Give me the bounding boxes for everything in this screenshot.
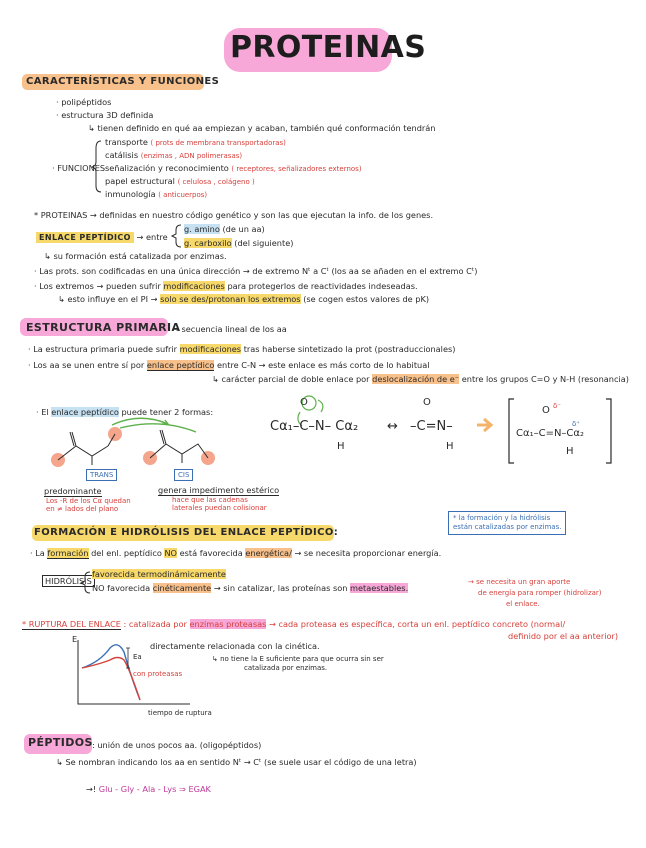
resonance-o-2: O — [423, 397, 431, 408]
cis-note-1: hace que las cadenas — [172, 496, 248, 504]
trans-note-2: en ≠ lados del plano — [46, 505, 119, 513]
resonance-arrow: ↔ — [387, 419, 398, 434]
hidrolisis-note-1: → se necesita un gran aporte — [468, 578, 571, 586]
resonance-h-1: H — [337, 441, 345, 452]
delta-minus: δ⁻ — [553, 402, 561, 410]
graph-x-label: tiempo de ruptura — [148, 709, 212, 717]
enlace-amino: g. amino (de un aa) — [184, 224, 265, 234]
peptidos-definition: : unión de unos pocos aa. (oligopéptidos) — [92, 740, 262, 750]
peptido-example: →! Glu - Gly - Ala - Lys ⇒ EGAK — [86, 784, 211, 794]
delta-plus: δ⁺ — [572, 420, 580, 428]
bracket-right — [606, 399, 611, 463]
section-heading-formacion: FORMACIÓN E HIDRÓLISIS DEL ENLACE PEPTÍDICO: — [34, 527, 339, 538]
enlace-catalizada-note: ↳ su formación está catalizada por enzimas. — [44, 251, 227, 261]
bullet-codificadas: · Las prots. son codificadas en una única dirección → de extremo Nᵗ a Cᵗ (los aa se añaden en el extremo Cᵗ) — [34, 266, 478, 276]
funcion-inmunologia: inmunología ( anticuerpos) — [105, 189, 208, 199]
graph-note-2: ↳ no tiene la E suficiente para que ocurra sin ser — [212, 655, 384, 663]
funcion-catalisis: catálisis (enzimas , ADN polimerasas) — [105, 150, 243, 160]
cis-caption: genera impedimento estérico — [158, 485, 280, 495]
enlace-brace — [172, 225, 181, 247]
cis-label: CIS — [174, 471, 193, 480]
enzimas-box-note: * la formación y la hidrólisis están catalizadas por enzimas. — [448, 511, 566, 535]
graph-proteasas-label: con proteasas — [133, 670, 183, 678]
trans-caption: predominante — [44, 486, 102, 496]
funciones-label: · FUNCIONES — [52, 163, 106, 173]
enlace-peptidico-line: ENLACE PEPTÍDICO → entre — [36, 232, 168, 243]
bullet-estructura: · estructura 3D definida — [56, 110, 154, 120]
bracket-left — [509, 399, 514, 463]
bullet-polipeptidos: · polipéptidos — [56, 97, 112, 107]
resonance-right: Cα₁–C=N–Cα₂ — [516, 428, 585, 439]
graph-note-3: catalizada por enzimas. — [244, 664, 328, 672]
resonance-left: Cα₁–C–N– Cα₂ — [270, 419, 359, 434]
estructura-primaria-note: → secuencia lineal de los aa — [172, 324, 287, 334]
graph-note-1: directamente relacionada con la cinética. — [150, 641, 320, 651]
ruptura-line: * RUPTURA DEL ENLACE : catalizada por enzimas proteasas → cada proteasa es específica, corta un enl. peptídico concreto (normal/ — [22, 619, 566, 629]
graph-e-label: E — [72, 634, 78, 644]
estructura-note: ↳ tienen definido en qué aa empiezan y acaban, también qué conformación tendrán — [88, 123, 436, 133]
proteinas-definition: * PROTEINAS → definidas en nuestro código genético y son las que ejecutan la info. de los genes. — [34, 210, 434, 220]
resonance-o-3: O — [542, 405, 550, 416]
ruptura-line-2: definido por el aa anterior) — [508, 631, 619, 641]
hidrolisis-note-2: de energía para romper (hidrolizar) — [478, 589, 602, 597]
peptidos-naming-note: ↳ Se nombran indicando los aa en sentido Nᵗ → Cᵗ (se suele usar el código de una letra) — [56, 757, 417, 767]
hidrolisis-cinetica: NO favorecida cinéticamente → sin catalizar, las proteínas son metaestables. — [92, 583, 409, 593]
bullet-enlace-union: · Los aa se unen entre sí por enlace peptídico entre C-N → este enlace es más corto de lo habitual — [28, 360, 430, 370]
graph-ea-label: Ea — [133, 653, 142, 661]
cis-molecule — [143, 430, 215, 465]
extremos-pi-note: ↳ esto influye en el PI → solo se des/protonan los extremos (se cogen estos valores de pK) — [58, 294, 430, 304]
funcion-transporte: transporte ( prots de membrana transportadoras) — [105, 137, 286, 147]
page-title: PROTEINAS — [230, 30, 427, 65]
enlace-carboxilo: g. carboxilo (del siguiente) — [184, 238, 294, 248]
resonance-o-1: O — [300, 397, 308, 408]
funcion-estructural: papel estructural ( celulosa , colágeno ) — [105, 176, 255, 186]
orange-arrow — [477, 419, 491, 431]
section-heading-estructura-primaria: ESTRUCTURA PRIMARIA — [26, 321, 181, 334]
bullet-formacion: · La formación del enl. peptídico NO está favorecida energética/ → se necesita proporcionar energía. — [30, 548, 442, 558]
trans-note-1: Los -R de los Cα quedan — [46, 497, 131, 505]
section-heading-caracteristicas: CARACTERÍSTICAS Y FUNCIONES — [26, 76, 220, 87]
trans-label: TRANS — [86, 471, 117, 480]
doble-enlace-note: ↳ carácter parcial de doble enlace por deslocalización de e⁻ entre los grupos C=O y N-H (resonancia) — [212, 374, 629, 384]
funcion-senalizacion: señalización y reconocimiento ( receptores, señalizadores externos) — [105, 163, 362, 173]
hidrolisis-termodinamica: favorecida termodinámicamente — [92, 569, 226, 579]
bullet-dos-formas: · El enlace peptídico puede tener 2 formas: — [36, 407, 214, 417]
bullet-extremos: · Los extremos → pueden sufrir modificaciones para protegerlos de reactividades indeseadas. — [34, 281, 418, 291]
resonance-mid: –C=N– — [410, 419, 453, 434]
hidrolisis-note-3: el enlace. — [506, 600, 540, 608]
resonance-h-3: H — [566, 446, 574, 457]
resonance-h-2: H — [446, 441, 454, 452]
bullet-modificaciones: · La estructura primaria puede sufrir modificaciones tras haberse sintetizado la prot (postraduccionales) — [28, 344, 456, 354]
hidrolisis-label: HIDRÓLISIS — [42, 576, 95, 586]
cis-note-2: laterales puedan colisionar — [172, 504, 267, 512]
section-heading-peptidos: PÉPTIDOS — [28, 736, 93, 749]
green-arrow-2 — [120, 424, 196, 432]
trans-molecule — [51, 427, 122, 467]
